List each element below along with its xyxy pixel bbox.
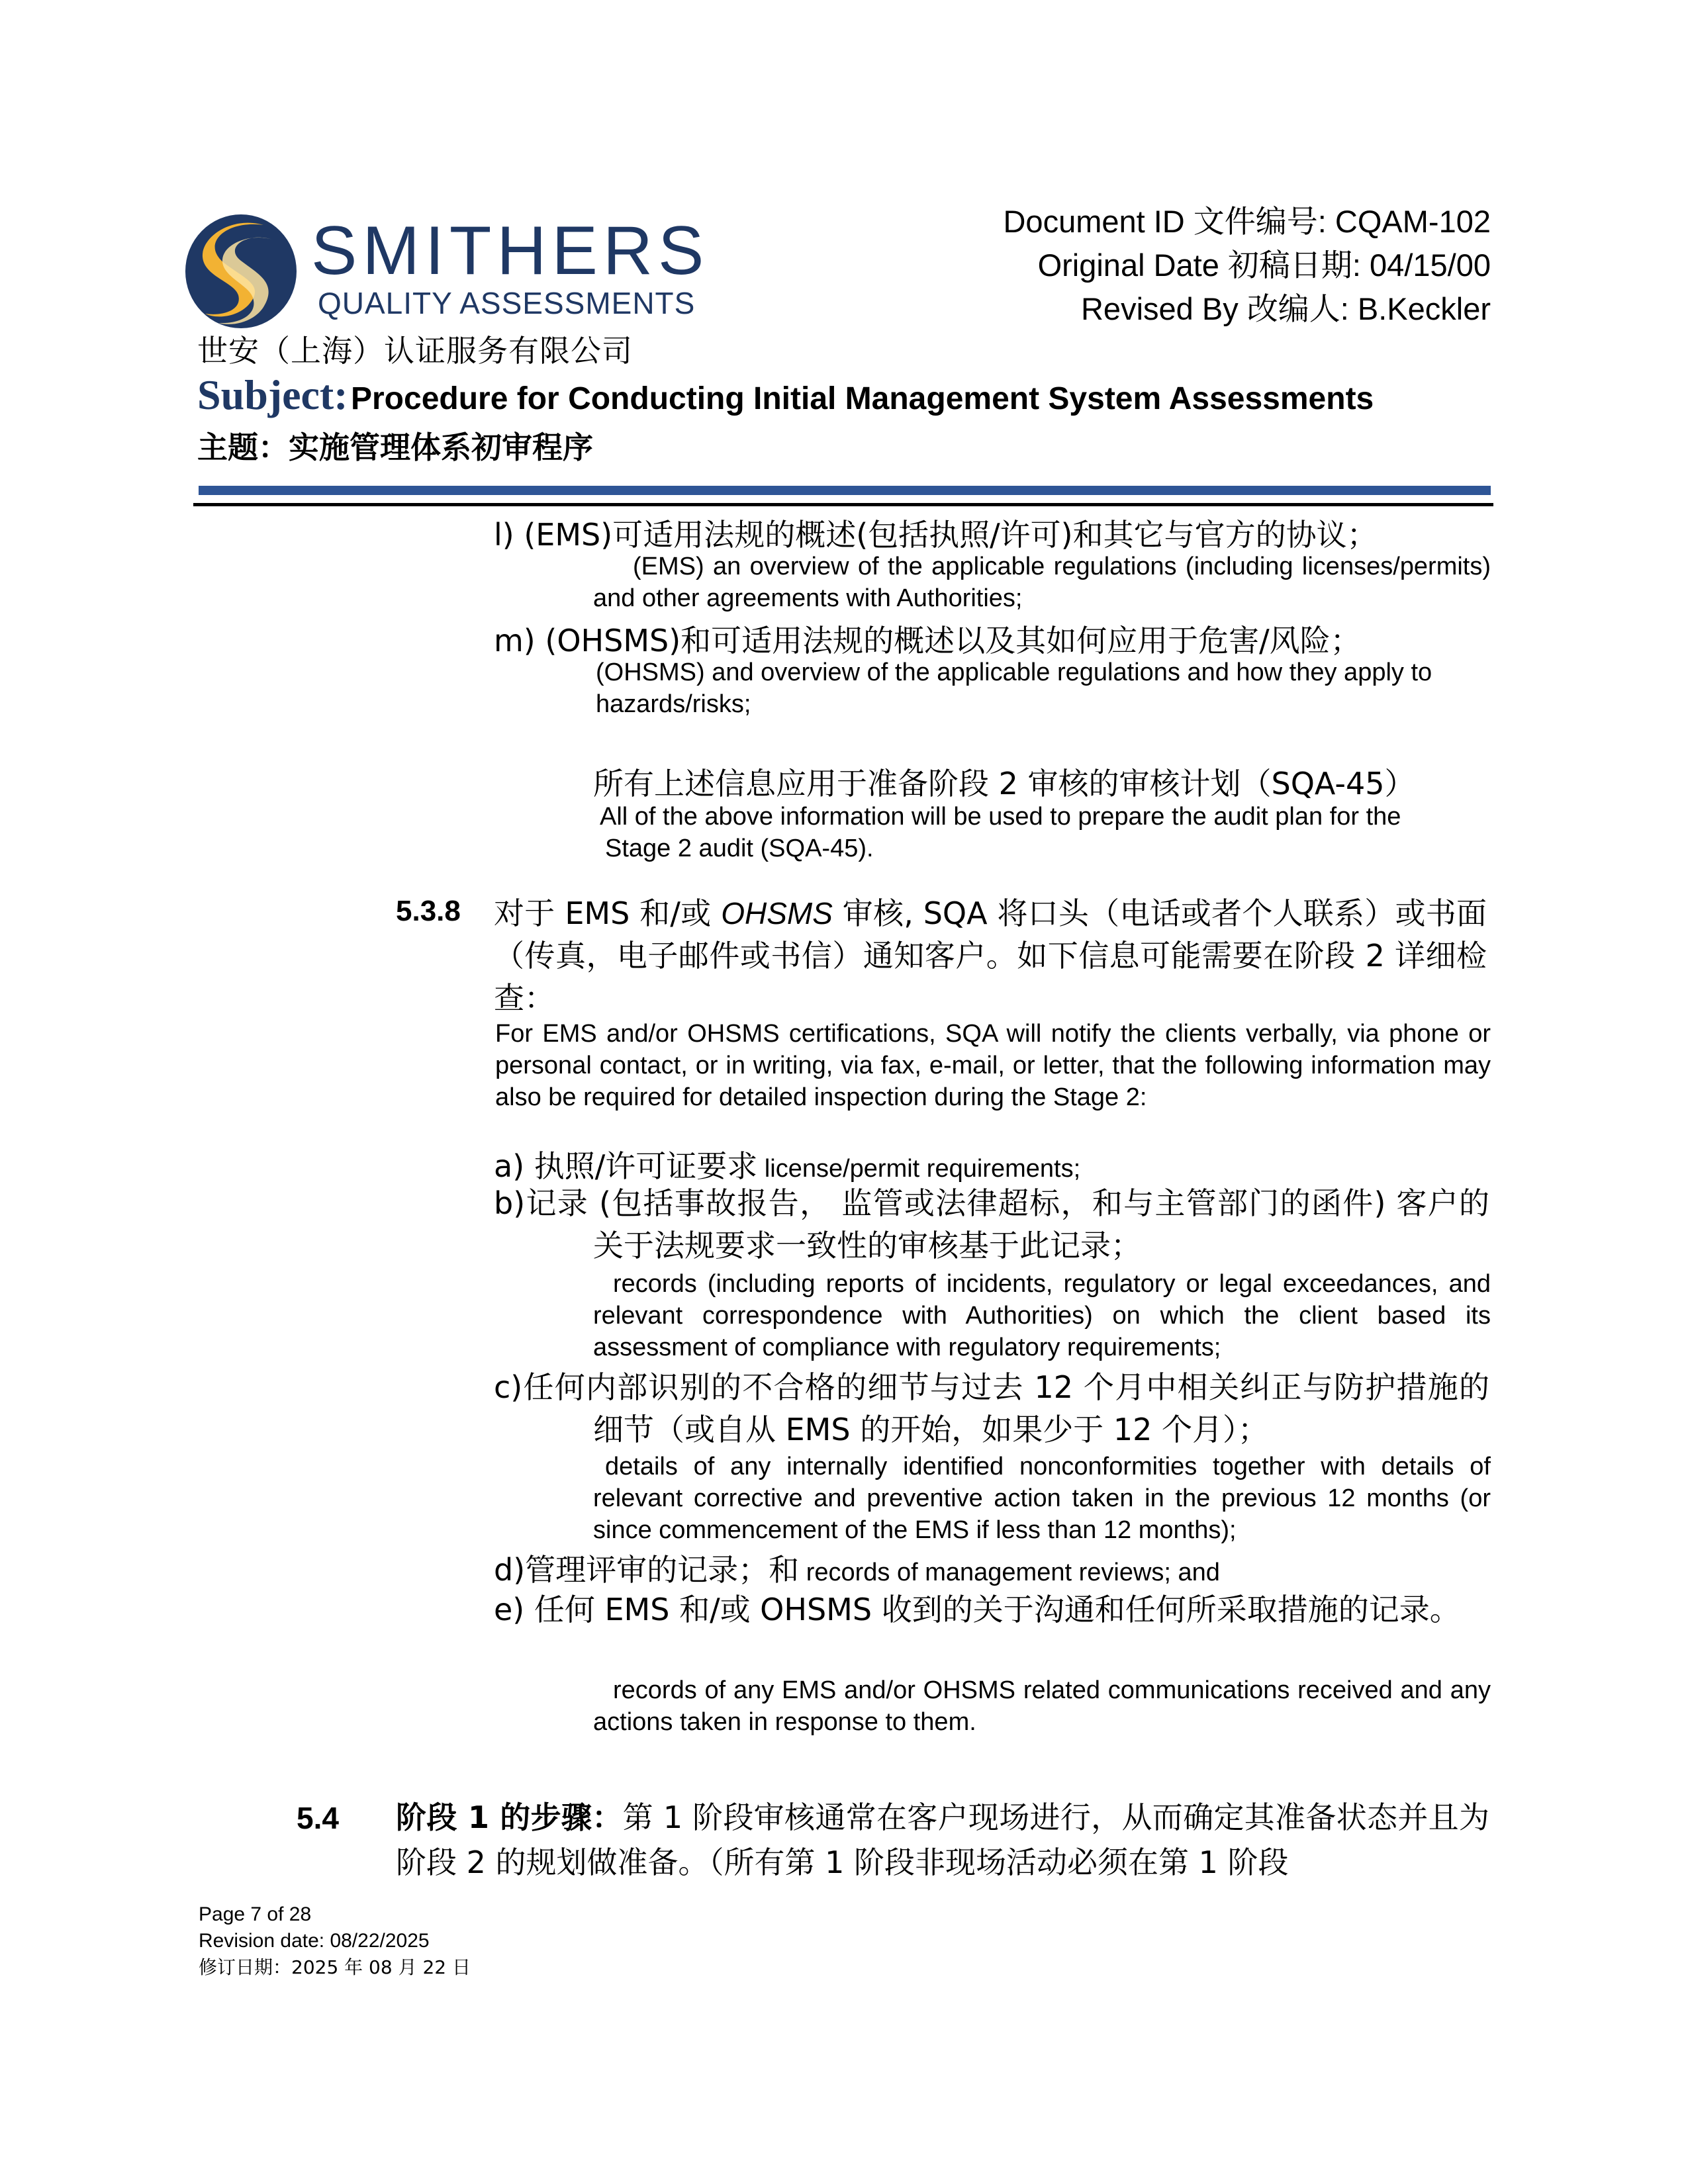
section-5-4-text [396, 1795, 1489, 1885]
subject-text: Procedure for Conducting Initial Management System Assessments [350, 381, 1374, 416]
smithers-logo-icon [185, 210, 741, 336]
subject-line [197, 371, 1374, 420]
revision-date-cn: 修订日期：2025 年 08 月 22 日 [199, 1956, 471, 1978]
page-footer [199, 1901, 471, 1981]
summary-cn: 所有上述信息应用于准备阶段 2 审核的审核计划（SQA-45） [593, 766, 1415, 801]
summary-en-line2: Stage 2 audit (SQA-45). [605, 835, 874, 862]
item-a [494, 1142, 1080, 1186]
section-number-5-4: 5.4 [297, 1801, 339, 1835]
section-number-5-3-8: 5.3.8 [396, 895, 461, 927]
header-divider-black [193, 503, 1493, 506]
item-d-en: records of management reviews; and [799, 1559, 1220, 1586]
item-a-cn: a) 执照/许可证要求 [494, 1148, 758, 1184]
item-b-cn: b)记录 (包括事故报告， 监管或法律超标，和与主管部门的函件) 客户的关于法规要求一致性的审核基于此记录； [494, 1185, 1489, 1263]
item-d [494, 1546, 1220, 1590]
summary-en-line1: All of the above information will be used to prepare the audit plan for the [600, 803, 1401, 831]
logo-tagline: QUALITY ASSESSMENTS [318, 286, 696, 320]
document-meta [1003, 200, 1491, 331]
revised-by: Revised By 改编人: B.Keckler [1080, 291, 1491, 326]
item-m-cn: m) (OHSMS)和可适用法规的概述以及其如何应用于危害/风险； [494, 623, 1361, 659]
subject-label: Subject: [197, 371, 348, 418]
company-name-cn: 世安（上海）认证服务有限公司 [197, 333, 633, 369]
section-5-4-title: 阶段 1 的步骤： [396, 1799, 623, 1835]
company-logo [185, 210, 741, 336]
s538-cn-post: 审核, SQA 将口头（电话或者个人联系）或书面（传真，电子邮件或书信）通知客户。如下信息可能需要在阶段 2 详细检查： [494, 895, 1487, 1016]
item-d-cn: d)管理评审的记录；和 [494, 1552, 800, 1588]
revision-date: Revision date: 08/22/2025 [199, 1930, 430, 1952]
item-c-en: details of any internally identified nonconformities together with details of relevant corrective and preventive action taken in the previous 12 months (or since commencement of the EMS if less than 12 months); [593, 1453, 1491, 1544]
item-a-en: license/permit requirements; [757, 1155, 1081, 1183]
section-5-3-8-cn [494, 892, 1487, 1019]
item-m-en: (OHSMS) and overview of the applicable regulations and how they apply to hazards/risks; [596, 659, 1432, 718]
item-b-en: records (including reports of incidents, regulatory or legal exceedances, and relevant correspondence with Authorities) on which the client based its assessment of compliance with regulatory requirements; [593, 1270, 1491, 1361]
item-e-en: records of any EMS and/or OHSMS related communications received and any actions taken in response to them. [593, 1676, 1491, 1736]
item-c-cn: c)任何内部识别的不合格的细节与过去 12 个月中相关纠正与防护措施的细节（或自从 EMS 的开始，如果少于 12 个月）； [494, 1369, 1489, 1447]
item-l-cn: l) (EMS)可适用法规的概述(包括执照/许可)和其它与官方的协议； [494, 517, 1378, 553]
s538-cn-em: OHSMS [721, 896, 833, 931]
section-5-3-8-en: For EMS and/or OHSMS certifications, SQA will notify the clients verbally, via phone or personal contact, or in writing, via fax, e-mail, or letter, that the following information may also be required for detailed inspection during the Stage 2: [495, 1020, 1491, 1111]
subject-cn: 主题：实施管理体系初审程序 [197, 430, 593, 465]
header-divider-blue [199, 486, 1491, 495]
original-date: Original Date 初稿日期: 04/15/00 [1037, 248, 1491, 283]
s538-cn-pre: 对于 EMS 和/或 [494, 895, 722, 931]
item-l-en: (EMS) an overview of the applicable regulations (including licenses/permits) and other agreements with Authorities; [593, 553, 1491, 612]
section-5-4-body: 第 1 阶段审核通常在客户现场进行，从而确定其准备状态并且为阶段 2 的规划做准备。（所有第 1 阶段非现场活动必须在第 1 阶段 [396, 1799, 1489, 1880]
page-number: Page 7 of 28 [199, 1903, 312, 1925]
logo-name: SMITHERS [311, 212, 710, 289]
document-id: Document ID 文件编号: CQAM-102 [1003, 204, 1491, 239]
item-e-cn: e) 任何 EMS 和/或 OHSMS 收到的关于沟通和任何所采取措施的记录。 [494, 1592, 1460, 1627]
